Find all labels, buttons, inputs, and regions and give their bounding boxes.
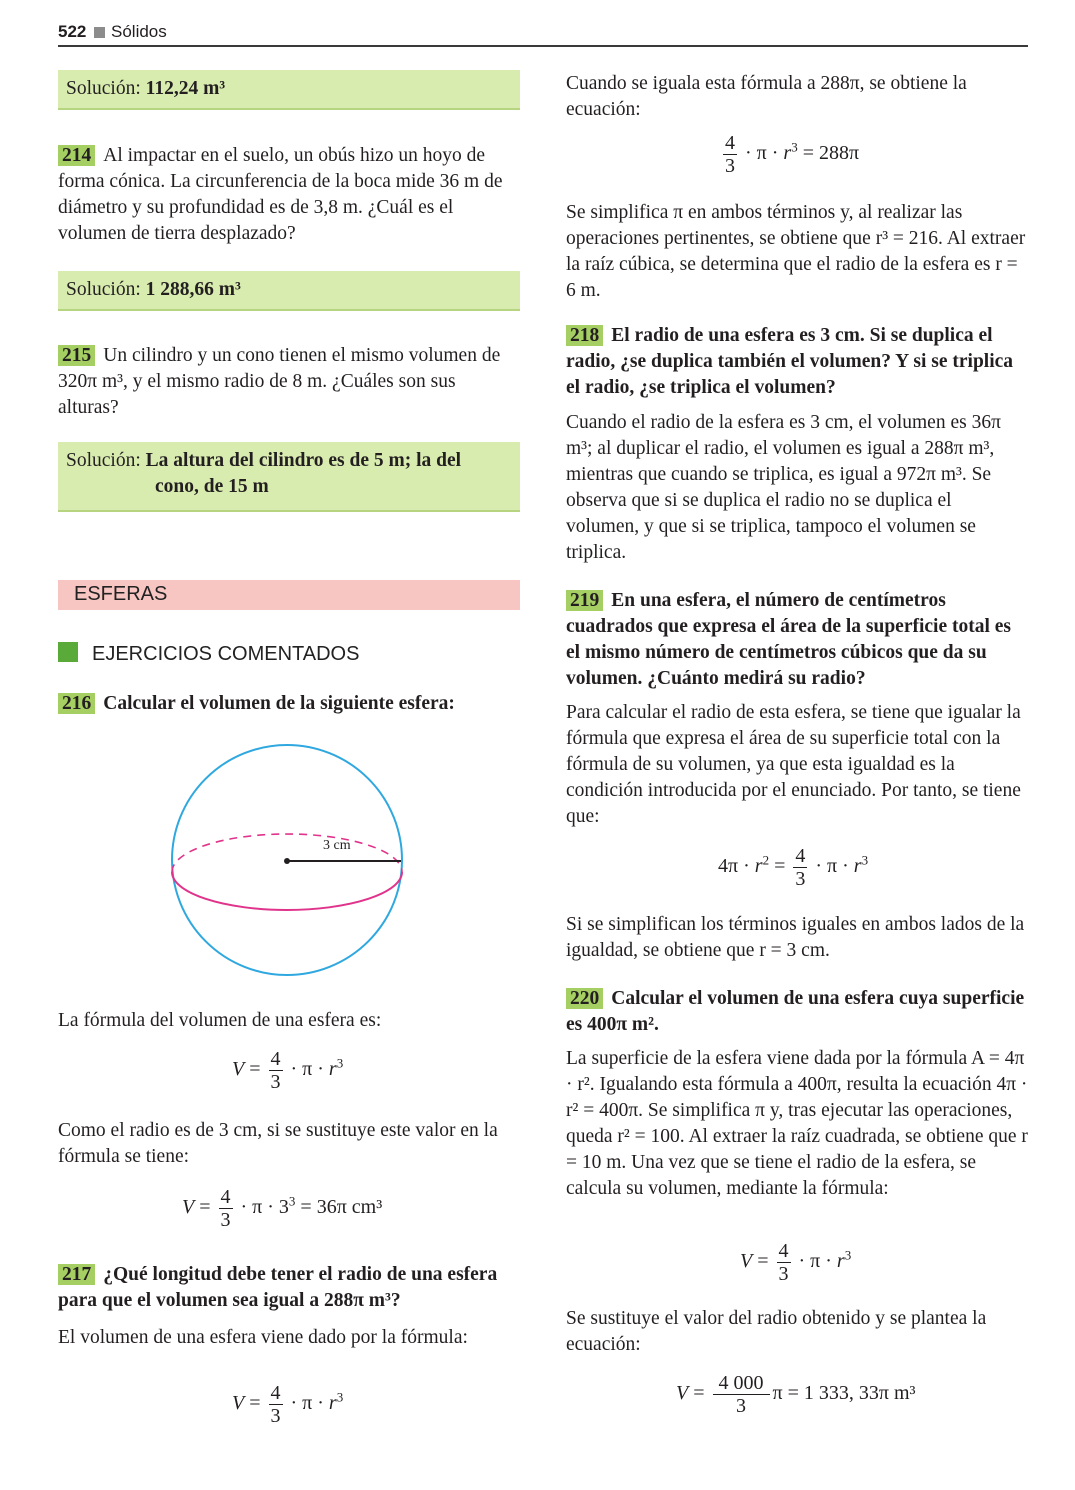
exercise-214 bbox=[58, 143, 520, 247]
ex219-paragraph-2 bbox=[566, 912, 1028, 964]
exercise-216-title bbox=[58, 691, 520, 717]
paragraph: Si se simplifican los términos iguales en ambos lados de la igualdad, se obtiene que r = 3 cm. bbox=[566, 914, 1025, 961]
formula-equation-217: $\frac{4}{3}$ · $\pi \cdot r^3 = 288\pi$ bbox=[725, 132, 860, 177]
solution-box-213 bbox=[58, 70, 520, 110]
ex217-paragraph-2 bbox=[566, 71, 1028, 123]
equator-front bbox=[172, 872, 402, 910]
formula-result-216: V = $\frac{4}{3}$ · $\pi \cdot 3^3 = 36\pi$ cm³ bbox=[182, 1186, 383, 1231]
exercise-217-title bbox=[58, 1262, 520, 1314]
ex217-paragraph-1 bbox=[58, 1325, 520, 1351]
exercise-text: Al impactar en el suelo, un obús hizo un hoyo de forma cónica. La circunferencia de la boca mide 36 m de diámetro y su profundidad es de 3,8 m. ¿Cuál es el volumen de tierra desplazado? bbox=[58, 145, 503, 244]
section-name: Sólidos bbox=[111, 22, 167, 41]
exercise-title: El radio de una esfera es 3 cm. Si se duplica el radio, ¿se duplica también el volumen? Y si se triplica el radio, ¿se triplica el volumen? bbox=[566, 325, 1014, 398]
green-square-icon bbox=[58, 642, 78, 662]
subsection-heading-text: EJERCICIOS COMENTADOS bbox=[92, 643, 360, 665]
paragraph: Se simplifica π en ambos términos y, al realizar las operaciones pertinentes, se obtiene que r³ = 216. Al extraer la raíz cúbica, se determina que el radio de la esfera es r = 6 m. bbox=[566, 202, 1026, 301]
ex216-paragraph-2 bbox=[58, 1118, 520, 1170]
solution-box-215 bbox=[58, 442, 520, 512]
fraction-numerator: 4 000 bbox=[713, 1372, 770, 1395]
solution-label: Solución: bbox=[66, 450, 141, 471]
header-rule bbox=[58, 45, 1028, 47]
solution-box-214 bbox=[58, 271, 520, 311]
ex219-paragraph-1 bbox=[566, 700, 1028, 830]
ex218-paragraph-1 bbox=[566, 410, 1028, 566]
formula-volume-220: V = $\frac{4}{3}$ · $\pi \cdot r^3$ bbox=[740, 1240, 852, 1285]
solution-value-line1: La altura del cilindro es de 5 m; la del bbox=[145, 450, 462, 471]
paragraph: Se sustituye el valor del radio obtenido y se plantea la ecuación: bbox=[566, 1308, 987, 1355]
subsection-heading bbox=[58, 642, 359, 666]
section-heading bbox=[58, 580, 520, 610]
paragraph: Para calcular el radio de esta esfera, se tiene que igualar la fórmula que expresa el área de su superficie total con la fórmula de su volumen, ya que esta igualdad es la condición introducida por el enunciado. Por tanto, se tiene que: bbox=[566, 702, 1021, 827]
page-number: 522 bbox=[58, 22, 87, 41]
exercise-220-title bbox=[566, 986, 1028, 1038]
header-square-icon bbox=[94, 27, 105, 38]
exercise-title: Calcular el volumen de la siguiente esfera: bbox=[103, 693, 455, 714]
solution-value-line2: cono, de 15 m bbox=[155, 476, 269, 497]
ex220-paragraph-2 bbox=[566, 1306, 1028, 1358]
solution-label: Solución: bbox=[66, 78, 141, 99]
paragraph: Como el radio es de 3 cm, si se sustituye este valor en la fórmula se tiene: bbox=[58, 1120, 498, 1167]
center-point bbox=[284, 858, 290, 864]
exercise-number: 217 bbox=[58, 1264, 95, 1285]
formula-result-220: V = $\frac{4 000}{3}$ π = 1 333, 33π m³ bbox=[676, 1372, 916, 1417]
exercise-number: 215 bbox=[58, 345, 95, 366]
exercise-number: 214 bbox=[58, 145, 95, 166]
exercise-215 bbox=[58, 343, 520, 421]
solution-value: 112,24 m³ bbox=[145, 78, 226, 99]
exercise-title: En una esfera, el número de centímetros cuadrados que expresa el área de la superficie total es el mismo número de centímetros cúbicos que da su volumen. ¿Cuánto medirá su radio? bbox=[566, 590, 1012, 689]
section-heading-text: ESFERAS bbox=[74, 583, 168, 605]
ex220-paragraph-1 bbox=[566, 1046, 1028, 1202]
solution-label: Solución: bbox=[66, 279, 141, 300]
exercise-title: Calcular el volumen de una esfera cuya superficie es 400π m². bbox=[566, 988, 1025, 1035]
exercise-number: 220 bbox=[566, 988, 603, 1009]
ex216-paragraph-1 bbox=[58, 1008, 520, 1034]
formula-volume-216: V = $\frac{4}{3}$ · $\pi \cdot r^3$ bbox=[232, 1048, 344, 1093]
result-text: π = 1 333, 33π m³ bbox=[772, 1382, 916, 1405]
exercise-number: 218 bbox=[566, 325, 603, 346]
radius-label: 3 cm bbox=[323, 838, 351, 853]
paragraph: Cuando el radio de la esfera es 3 cm, el volumen es 36π m³; al duplicar el radio, el volumen es igual a 288π m³, mientras que cuando se triplica, es igual a 972π m³. Se observa que si se duplica el radio no se duplica el volumen, y que si se triplica, tampoco el volumen se triplica. bbox=[566, 412, 1001, 563]
exercise-number: 219 bbox=[566, 590, 603, 611]
exercise-number: 216 bbox=[58, 693, 95, 714]
ex217-paragraph-3 bbox=[566, 200, 1028, 304]
paragraph: La fórmula del volumen de una esfera es: bbox=[58, 1010, 382, 1031]
solution-value: 1 288,66 m³ bbox=[145, 279, 241, 300]
formula-volume-217: V = $\frac{4}{3}$ · $\pi \cdot r^3$ bbox=[232, 1382, 344, 1427]
exercise-title: ¿Qué longitud debe tener el radio de una esfera para que el volumen sea igual a 288π m³? bbox=[58, 1264, 498, 1311]
result-text: = 36π cm³ bbox=[300, 1196, 383, 1219]
exercise-text: Un cilindro y un cono tienen el mismo volumen de 320π m³, y el mismo radio de 8 m. ¿Cuáles son sus alturas? bbox=[58, 345, 501, 418]
sphere-diagram bbox=[165, 740, 410, 980]
exercise-219-title bbox=[566, 588, 1028, 692]
paragraph: La superficie de la esfera viene dada por la fórmula A = 4π · r². Igualando esta fórmula a 400π, resulta la ecuación 4π · r² = 400π. Se simplifica π y, tras ejecutar las operaciones, queda r² = 100. Al extraer la raíz cuadrada, se obtiene que r = 10 m. Una vez que se tiene el radio de la esfera, se calcula su volumen, mediante la fórmula: bbox=[566, 1048, 1028, 1199]
formula-equality-219: $4\pi \cdot r^2$ = $\frac{4}{3}$ · $\pi \cdot r^3$ bbox=[718, 845, 869, 890]
exercise-218-title bbox=[566, 323, 1028, 401]
page-header bbox=[58, 18, 1028, 48]
equator-back bbox=[172, 834, 402, 872]
paragraph: El volumen de una esfera viene dado por la fórmula: bbox=[58, 1327, 468, 1348]
paragraph: Cuando se iguala esta fórmula a 288π, se obtiene la ecuación: bbox=[566, 73, 967, 120]
